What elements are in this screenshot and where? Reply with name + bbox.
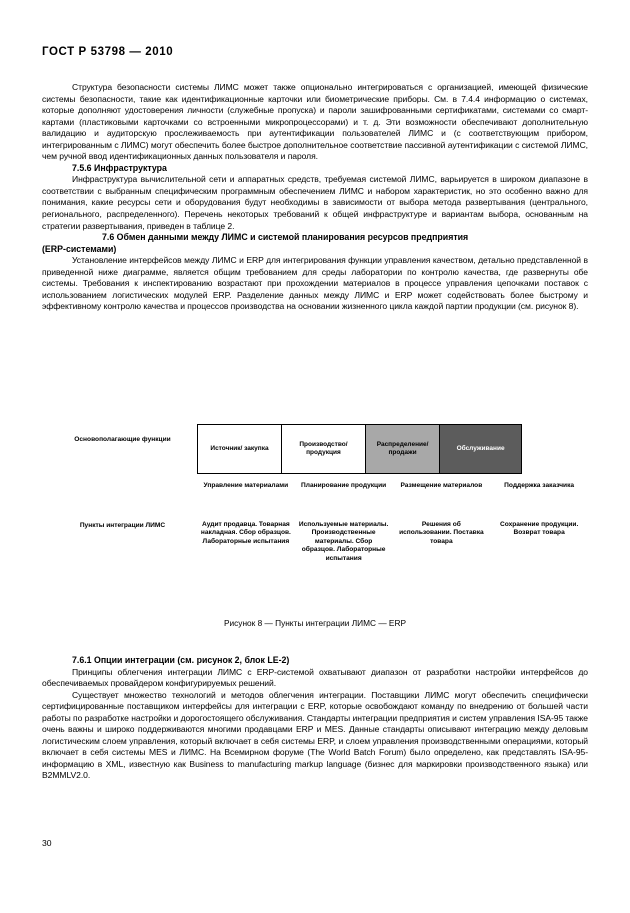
figure-row-label-integration-points: Пункты интеграции ЛИМС bbox=[79, 522, 166, 529]
heading-7-6-1-integration-options: 7.6.1 Опции интеграции (см. рисунок 2, блок LE-2) bbox=[72, 655, 290, 665]
document-standard-header: ГОСТ Р 53798 — 2010 bbox=[42, 46, 174, 58]
heading-7-6-data-exchange bbox=[42, 232, 588, 244]
figure-box-row bbox=[197, 424, 522, 474]
figure-column-title: Планирование продукции bbox=[301, 482, 387, 489]
figure-box-source-procurement: Источник/ закупка bbox=[198, 425, 282, 473]
figure-box-service: Обслуживание bbox=[440, 425, 521, 473]
figure-column-material-management bbox=[197, 482, 295, 563]
figure-column-body: Сохранение продукции. Возврат товара bbox=[499, 521, 579, 537]
figure-column-title: Размещение материалов bbox=[400, 482, 483, 489]
figure-box-distribution-sales: Распределение/ продажи bbox=[366, 425, 440, 473]
figure-column-set bbox=[197, 482, 588, 563]
figure-column-body: Аудит продавца. Товарная накладная. Сбор образцов. Лабораторные испытания bbox=[200, 521, 291, 545]
paragraph-infrastructure: Инфраструктура вычислительной сети и аппаратных средств, требуемая системой ЛИМС, варьируется в широком диапазоне в соответствии с выбранным специфическим программным обеспечением ЛИМС и набором характеристик, но это особенно важно для понимания, какие ресурсы сети и оборудования будут необходимы в зависимости от выбора метода развертывания (центрального, регионального, распределенного). Перечень некоторых требований к общей инфраструктуре и вариантам выбора, основанным на стратегии развертывания, приведен в таблице 2. bbox=[42, 174, 588, 231]
document-body-upper bbox=[42, 82, 588, 313]
paragraph-integration-principles: Принципы облегчения интеграции ЛИМС с ERP-системой охватывают диапазон от разработки настройки интерфейсов до обеспечиваемых провайдером конфигурируемых решений. bbox=[42, 666, 588, 689]
figure-column-title: Управление материалами bbox=[203, 482, 289, 489]
figure-row-label-core-functions: Основополагающие функции bbox=[74, 436, 171, 443]
figure-column-body: Решения об использовании. Поставка товара bbox=[399, 521, 484, 545]
heading-7-5-6-infrastructure: 7.5.6 Инфраструктура bbox=[72, 162, 167, 173]
figure-column-customer-support bbox=[490, 482, 588, 563]
figure-column-material-placement bbox=[393, 482, 491, 563]
figure-core-functions-row bbox=[42, 424, 588, 474]
heading-7-6-line-2: (ERP-системами) bbox=[42, 243, 117, 254]
figure-column-product-planning bbox=[295, 482, 393, 563]
heading-7-6-line-1: 7.6 Обмен данными между ЛИМС и системой планирования ресурсов предприятия bbox=[102, 232, 469, 243]
page-number: 30 bbox=[42, 838, 52, 848]
paragraph-erp-interfaces: Установление интерфейсов между ЛИМС и ERP для интегрирования функции управления качеством, детально представленной в приведенной ниже диаграмме, является общим требованием для среды лаборатории по контролю качества, где развернуты обе системы. Требования к инспектированию возрастают при прохождении материалов в процессе управления цепочками поставок с использованием логистических модулей ERP. Разделение данных между ЛИМС и ERP может содействовать более быстрому и эффективному контролю качества и процессов производства на основании жизненного цикла каждой партии продукции (см. рисунок 8). bbox=[42, 255, 588, 312]
figure-box-production: Производство/ продукция bbox=[282, 425, 366, 473]
paragraph-security-structure: Структура безопасности системы ЛИМС может также опционально интегрироваться с организацией, имеющей физические системы безопасности, такие как идентификационные карточки или биометрические приборы. См. в 7.4.4 информацию о системах, которые дополняют удостоверения личности (служебные пропуска) и пароли зашифрованными сертификатами, системами со смарт-картами (пластиковыми карточками со встроенными микропроцессорами) и т. д. Эти возможности обеспечивают дополнительную валидацию и аудиторскую прослеживаемость при аутентификации пользователей ЛИМС и (с соответствующим прибором, интегрированным с ЛИМС) могут обеспечить более быстрое дополнительное соответствие пассивной аутентификации с системой ЛИМС, чем ручной ввод идентификационных данных пользователя и пароля. bbox=[42, 82, 588, 162]
figure-integration-points-grid bbox=[42, 482, 588, 632]
paragraph-technologies-methods: Существует множество технологий и методов облегчения интеграции. Поставщики ЛИМС могут обеспечить специфически сертифицированные поставщиком интерфейсы для интеграции с ERP, которые освобождают команду по внедрению от большей части работы по разработке настройки и дорогостоящего обслуживания. Стандарты интеграции предприятия и систем управления ISA-95 также очень важны и широко поддерживаются многими продавцами ERP и MES. Данные стандарты описывают интеграцию между деловым логистическим слоем управления, который включает в себя системы ERP, и слоем управления производственными операциями, который включает в себя системы MES и ЛИМС. На Всемирном форуме (The World Batch Forum) было определено, как представлять ISA-95-информацию в XML, известную как Business to manufacturing markup language (бизнес для маркировки производственного языка) или B2MMLV2.0. bbox=[42, 689, 588, 781]
document-body-lower bbox=[42, 655, 588, 782]
figure-8-lims-erp-integration bbox=[42, 420, 588, 640]
figure-caption: Рисунок 8 — Пункты интеграции ЛИМС — ERP bbox=[223, 618, 406, 628]
figure-column-body: Используемые материалы. Производственные материалы. Сбор образцов. Лабораторные испытания bbox=[298, 521, 389, 562]
figure-column-title: Поддержка заказчика bbox=[504, 482, 575, 489]
